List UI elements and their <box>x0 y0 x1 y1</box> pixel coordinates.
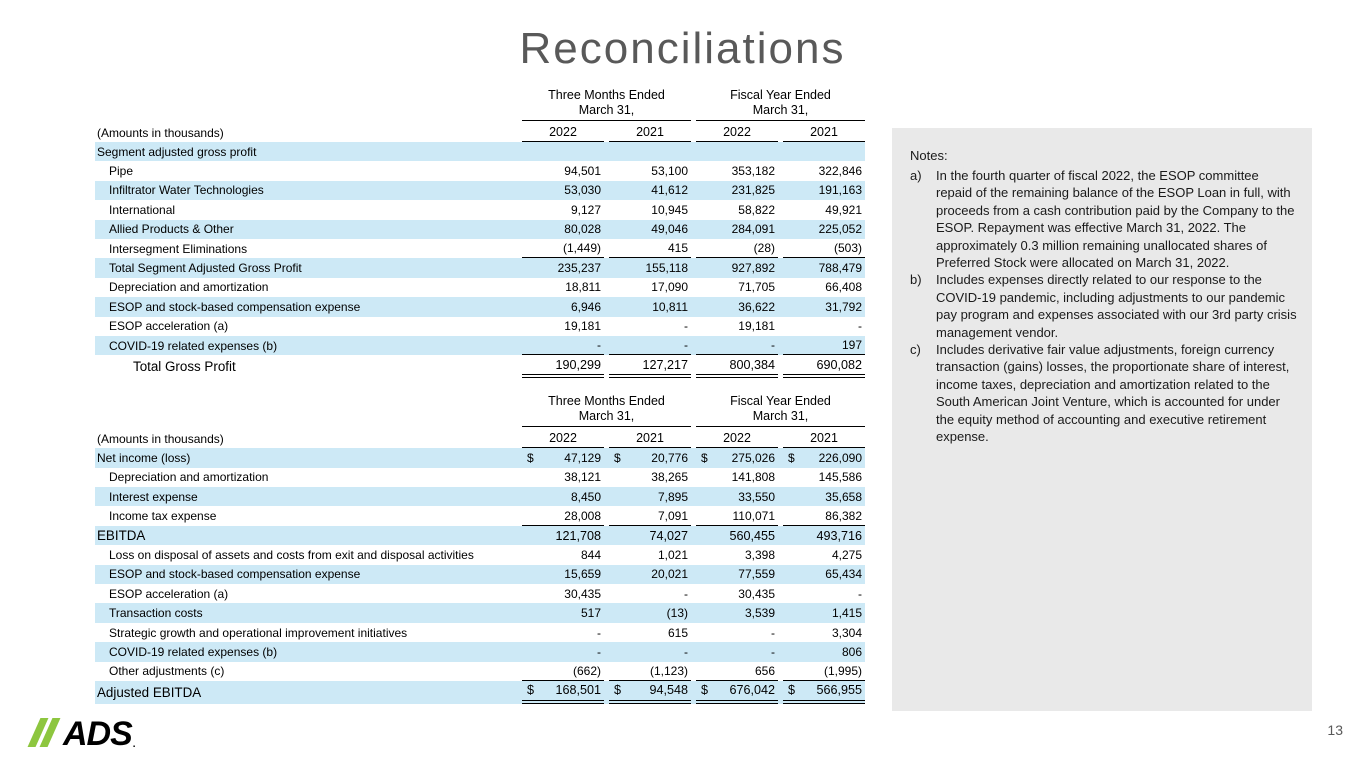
table-row <box>95 681 865 704</box>
cell-value <box>696 142 778 161</box>
row-label: Segment adjusted gross profit <box>97 144 257 159</box>
row-label: Total Gross Profit <box>133 359 236 375</box>
cell-value: 80,028 <box>564 222 601 237</box>
cell-value: 35,658 <box>825 489 862 504</box>
table-row <box>95 161 865 180</box>
year-header: 2021 <box>783 123 865 142</box>
cell-value: 77,559 <box>738 567 775 582</box>
cell-value: 145,586 <box>818 470 862 485</box>
row-label: Pipe <box>109 164 134 179</box>
note-marker: b) <box>910 272 922 288</box>
table-header <box>95 88 865 142</box>
cell-value: 15,659 <box>564 567 601 582</box>
ads-logo <box>34 715 136 753</box>
table-row <box>95 623 865 642</box>
cell-value: 28,008 <box>522 506 604 525</box>
cell-value: 615 <box>667 625 688 640</box>
year-header: 2022 <box>522 429 604 448</box>
row-label: COVID-19 related expenses (b) <box>109 644 278 659</box>
cell-value: $ 94,548 <box>609 681 691 704</box>
amounts-label: (Amounts in thousands) <box>97 432 224 447</box>
row-label: ESOP and stock-based compensation expense <box>109 567 361 582</box>
cell-value: (28) <box>696 239 778 258</box>
cell-value: 197 <box>783 336 865 355</box>
cell-value: 6,946 <box>570 299 601 314</box>
table-row <box>95 584 865 603</box>
table-row <box>95 545 865 564</box>
table-row <box>95 181 865 200</box>
cell-value: 7,895 <box>657 489 688 504</box>
table-row <box>95 603 865 622</box>
cell-value: 49,046 <box>651 222 688 237</box>
table-row <box>95 565 865 584</box>
cell-value: 353,182 <box>731 164 775 179</box>
row-label: Total Segment Adjusted Gross Profit <box>109 261 302 276</box>
cell-value: 65,434 <box>825 567 862 582</box>
cell-value: 86,382 <box>783 506 865 525</box>
table-row <box>95 142 865 161</box>
cell-value: $ 676,042 <box>696 681 778 704</box>
year-header: 2022 <box>696 123 778 142</box>
cell-value: 656 <box>696 662 778 681</box>
notes-heading: Notes: <box>910 148 948 163</box>
cell-value: $ 226,090 <box>788 450 862 465</box>
cell-value: (662) <box>522 662 604 681</box>
row-label: Income tax expense <box>109 509 217 524</box>
cell-value: 30,435 <box>564 586 601 601</box>
year-header: 2021 <box>783 429 865 448</box>
cell-value <box>783 142 865 161</box>
adjusted-ebitda-table <box>95 394 865 704</box>
year-header: 2021 <box>609 123 691 142</box>
cell-value <box>522 142 604 161</box>
cell-value: 4,275 <box>831 547 862 562</box>
cell-value: 493,716 <box>816 528 862 543</box>
cell-value: 58,822 <box>738 202 775 217</box>
note-marker: a) <box>910 168 922 183</box>
cell-value: 415 <box>609 239 691 258</box>
cell-value: 66,408 <box>825 280 862 295</box>
cell-value: - <box>597 644 601 659</box>
row-label: EBITDA <box>97 528 146 544</box>
cell-value: 690,082 <box>783 355 865 378</box>
cell-value: 806 <box>841 644 862 659</box>
row-label: Infiltrator Water Technologies <box>109 183 264 198</box>
cell-value: (1,995) <box>783 662 865 681</box>
row-label: Transaction costs <box>109 606 203 621</box>
cell-value: 560,455 <box>729 528 775 543</box>
column-group-header: Fiscal Year Ended March 31, <box>696 88 865 121</box>
table-row <box>95 487 865 506</box>
amounts-label: (Amounts in thousands) <box>97 126 224 140</box>
note-item <box>910 167 1298 271</box>
row-label: COVID-19 related expenses (b) <box>109 338 278 353</box>
table-row <box>95 297 865 316</box>
cell-value: 191,163 <box>818 183 862 198</box>
cell-value: - <box>771 625 775 640</box>
cell-value: 3,539 <box>744 606 775 621</box>
cell-value: - <box>858 586 862 601</box>
row-label: ESOP acceleration (a) <box>109 586 229 601</box>
cell-value: 17,090 <box>651 280 688 295</box>
cell-value: (1,449) <box>522 239 604 258</box>
cell-value: 10,945 <box>651 202 688 217</box>
table-row <box>95 506 865 525</box>
cell-value: 36,622 <box>738 299 775 314</box>
cell-value: 71,705 <box>738 280 775 295</box>
table-row <box>95 662 865 681</box>
cell-value: $ 275,026 <box>701 450 775 465</box>
row-label: Depreciation and amortization <box>109 470 269 485</box>
row-label: Strategic growth and operational improvement initiatives <box>109 625 408 640</box>
cell-value: 155,118 <box>645 261 688 276</box>
cell-value: 225,052 <box>818 222 862 237</box>
cell-value: 3,398 <box>744 547 775 562</box>
cell-value: 19,181 <box>564 319 601 334</box>
column-group-header: Fiscal Year Ended March 31, <box>696 394 865 427</box>
notes-list <box>910 167 1298 446</box>
cell-value: 53,100 <box>651 164 688 179</box>
cell-value: 7,091 <box>609 506 691 525</box>
cell-value: 800,384 <box>696 355 778 378</box>
cell-value: 235,237 <box>557 261 601 276</box>
cell-value: - <box>684 644 688 659</box>
cell-value: 927,892 <box>731 261 775 276</box>
row-label: Depreciation and amortization <box>109 280 269 295</box>
table-row <box>95 258 865 277</box>
table-row <box>95 468 865 487</box>
cell-value: 94,501 <box>564 164 601 179</box>
row-label: International <box>109 202 176 217</box>
cell-value: (503) <box>783 239 865 258</box>
notes-panel <box>892 128 1312 711</box>
table-row <box>95 278 865 297</box>
cell-value: 38,121 <box>564 470 601 485</box>
cell-value: - <box>684 319 688 334</box>
cell-value: 121,708 <box>555 528 601 543</box>
row-label: Intersegment Eliminations <box>109 241 248 256</box>
row-label: Net income (loss) <box>97 450 191 465</box>
cell-value: 788,479 <box>818 261 862 276</box>
year-header: 2022 <box>522 123 604 142</box>
cell-value: 231,825 <box>731 183 775 198</box>
table-row <box>95 642 865 661</box>
cell-value: 31,792 <box>825 299 862 314</box>
year-header: 2022 <box>696 429 778 448</box>
year-header: 2021 <box>609 429 691 448</box>
table-row <box>95 200 865 219</box>
cell-value: 127,217 <box>609 355 691 378</box>
cell-value: $ 47,129 <box>527 450 601 465</box>
cell-value: 1,415 <box>831 606 862 621</box>
page-number: 13 <box>1327 722 1343 738</box>
cell-value: 18,811 <box>565 280 601 295</box>
cell-value: 33,550 <box>738 489 775 504</box>
cell-value: 284,091 <box>731 222 775 237</box>
cell-value: 19,181 <box>738 319 775 334</box>
cell-value: 517 <box>580 606 601 621</box>
note-text: In the fourth quarter of fiscal 2022, the ESOP committee repaid of the remaining balance of the ESOP Loan in full, with proceeds from a cash contribution paid by the Company to the ESOP. Repayment was effective March 31, 2022. The approximately 0.3 million remaining unallocated shares of Preferred Stock were allocated on March 31, 2022. <box>936 168 1295 271</box>
cell-value <box>609 142 691 161</box>
cell-value: 141,808 <box>731 470 775 485</box>
cell-value: - <box>696 336 778 355</box>
table-row <box>95 448 865 467</box>
cell-value: $ 20,776 <box>614 450 688 465</box>
cell-value: 8,450 <box>570 489 601 504</box>
note-marker: c) <box>910 342 921 358</box>
table-header <box>95 394 865 448</box>
row-label: Loss on disposal of assets and costs from exit and disposal activities <box>109 547 474 562</box>
logo-stripes-icon <box>34 718 58 747</box>
gross-profit-table <box>95 88 865 378</box>
page-title: Reconciliations <box>519 24 846 73</box>
cell-value: $ 168,501 <box>522 681 604 704</box>
row-label: Adjusted EBITDA <box>97 684 202 700</box>
cell-value: 322,846 <box>818 164 862 179</box>
row-label: ESOP acceleration (a) <box>109 319 229 334</box>
table-row <box>95 220 865 239</box>
note-text: Includes expenses directly related to our response to the COVID-19 pandemic, including adjustments to our pandemic pay program and expenses associated with our 3rd party crisis management vendor. <box>936 272 1297 340</box>
cell-value: 49,921 <box>825 202 862 217</box>
cell-value: - <box>684 586 688 601</box>
cell-value: 9,127 <box>570 202 601 217</box>
cell-value: - <box>858 319 862 334</box>
cell-value: - <box>522 336 604 355</box>
table-row <box>95 317 865 336</box>
table-row <box>95 526 865 545</box>
cell-value: (13) <box>666 606 688 621</box>
cell-value: 20,021 <box>651 567 688 582</box>
reconciliation-tables <box>95 88 865 704</box>
cell-value: 53,030 <box>564 183 601 198</box>
table-row <box>95 336 865 355</box>
row-label: Interest expense <box>109 489 198 504</box>
cell-value: 110,071 <box>696 506 778 525</box>
column-group-header: Three Months Ended March 31, <box>522 88 691 121</box>
note-item <box>910 271 1298 341</box>
note-item <box>910 341 1298 445</box>
table-row <box>95 239 865 258</box>
table-row <box>95 355 865 378</box>
cell-value: 38,265 <box>651 470 688 485</box>
note-text: Includes derivative fair value adjustments, foreign currency transaction (gains) losses, the proportionate share of interest, income taxes, depreciation and amortization related to the South American Joint Venture, which is accounted for under the equity method of accounting and executive retirement expense. <box>936 342 1290 445</box>
cell-value: - <box>771 644 775 659</box>
cell-value: $ 566,955 <box>783 681 865 704</box>
cell-value: - <box>597 625 601 640</box>
cell-value: 844 <box>580 547 601 562</box>
cell-value: 190,299 <box>522 355 604 378</box>
cell-value: 10,811 <box>652 299 688 314</box>
cell-value: (1,123) <box>609 662 691 681</box>
row-label: Allied Products & Other <box>109 222 234 237</box>
logo-trademark: . <box>132 739 136 750</box>
cell-value: 1,021 <box>657 547 688 562</box>
column-group-header: Three Months Ended March 31, <box>522 394 691 427</box>
row-label: ESOP and stock-based compensation expense <box>109 299 361 314</box>
cell-value: 3,304 <box>831 625 862 640</box>
cell-value: - <box>609 336 691 355</box>
row-label: Other adjustments (c) <box>109 664 225 679</box>
logo-text: ADS <box>63 715 132 753</box>
cell-value: 74,027 <box>649 528 688 543</box>
cell-value: 41,612 <box>651 183 688 198</box>
cell-value: 30,435 <box>738 586 775 601</box>
